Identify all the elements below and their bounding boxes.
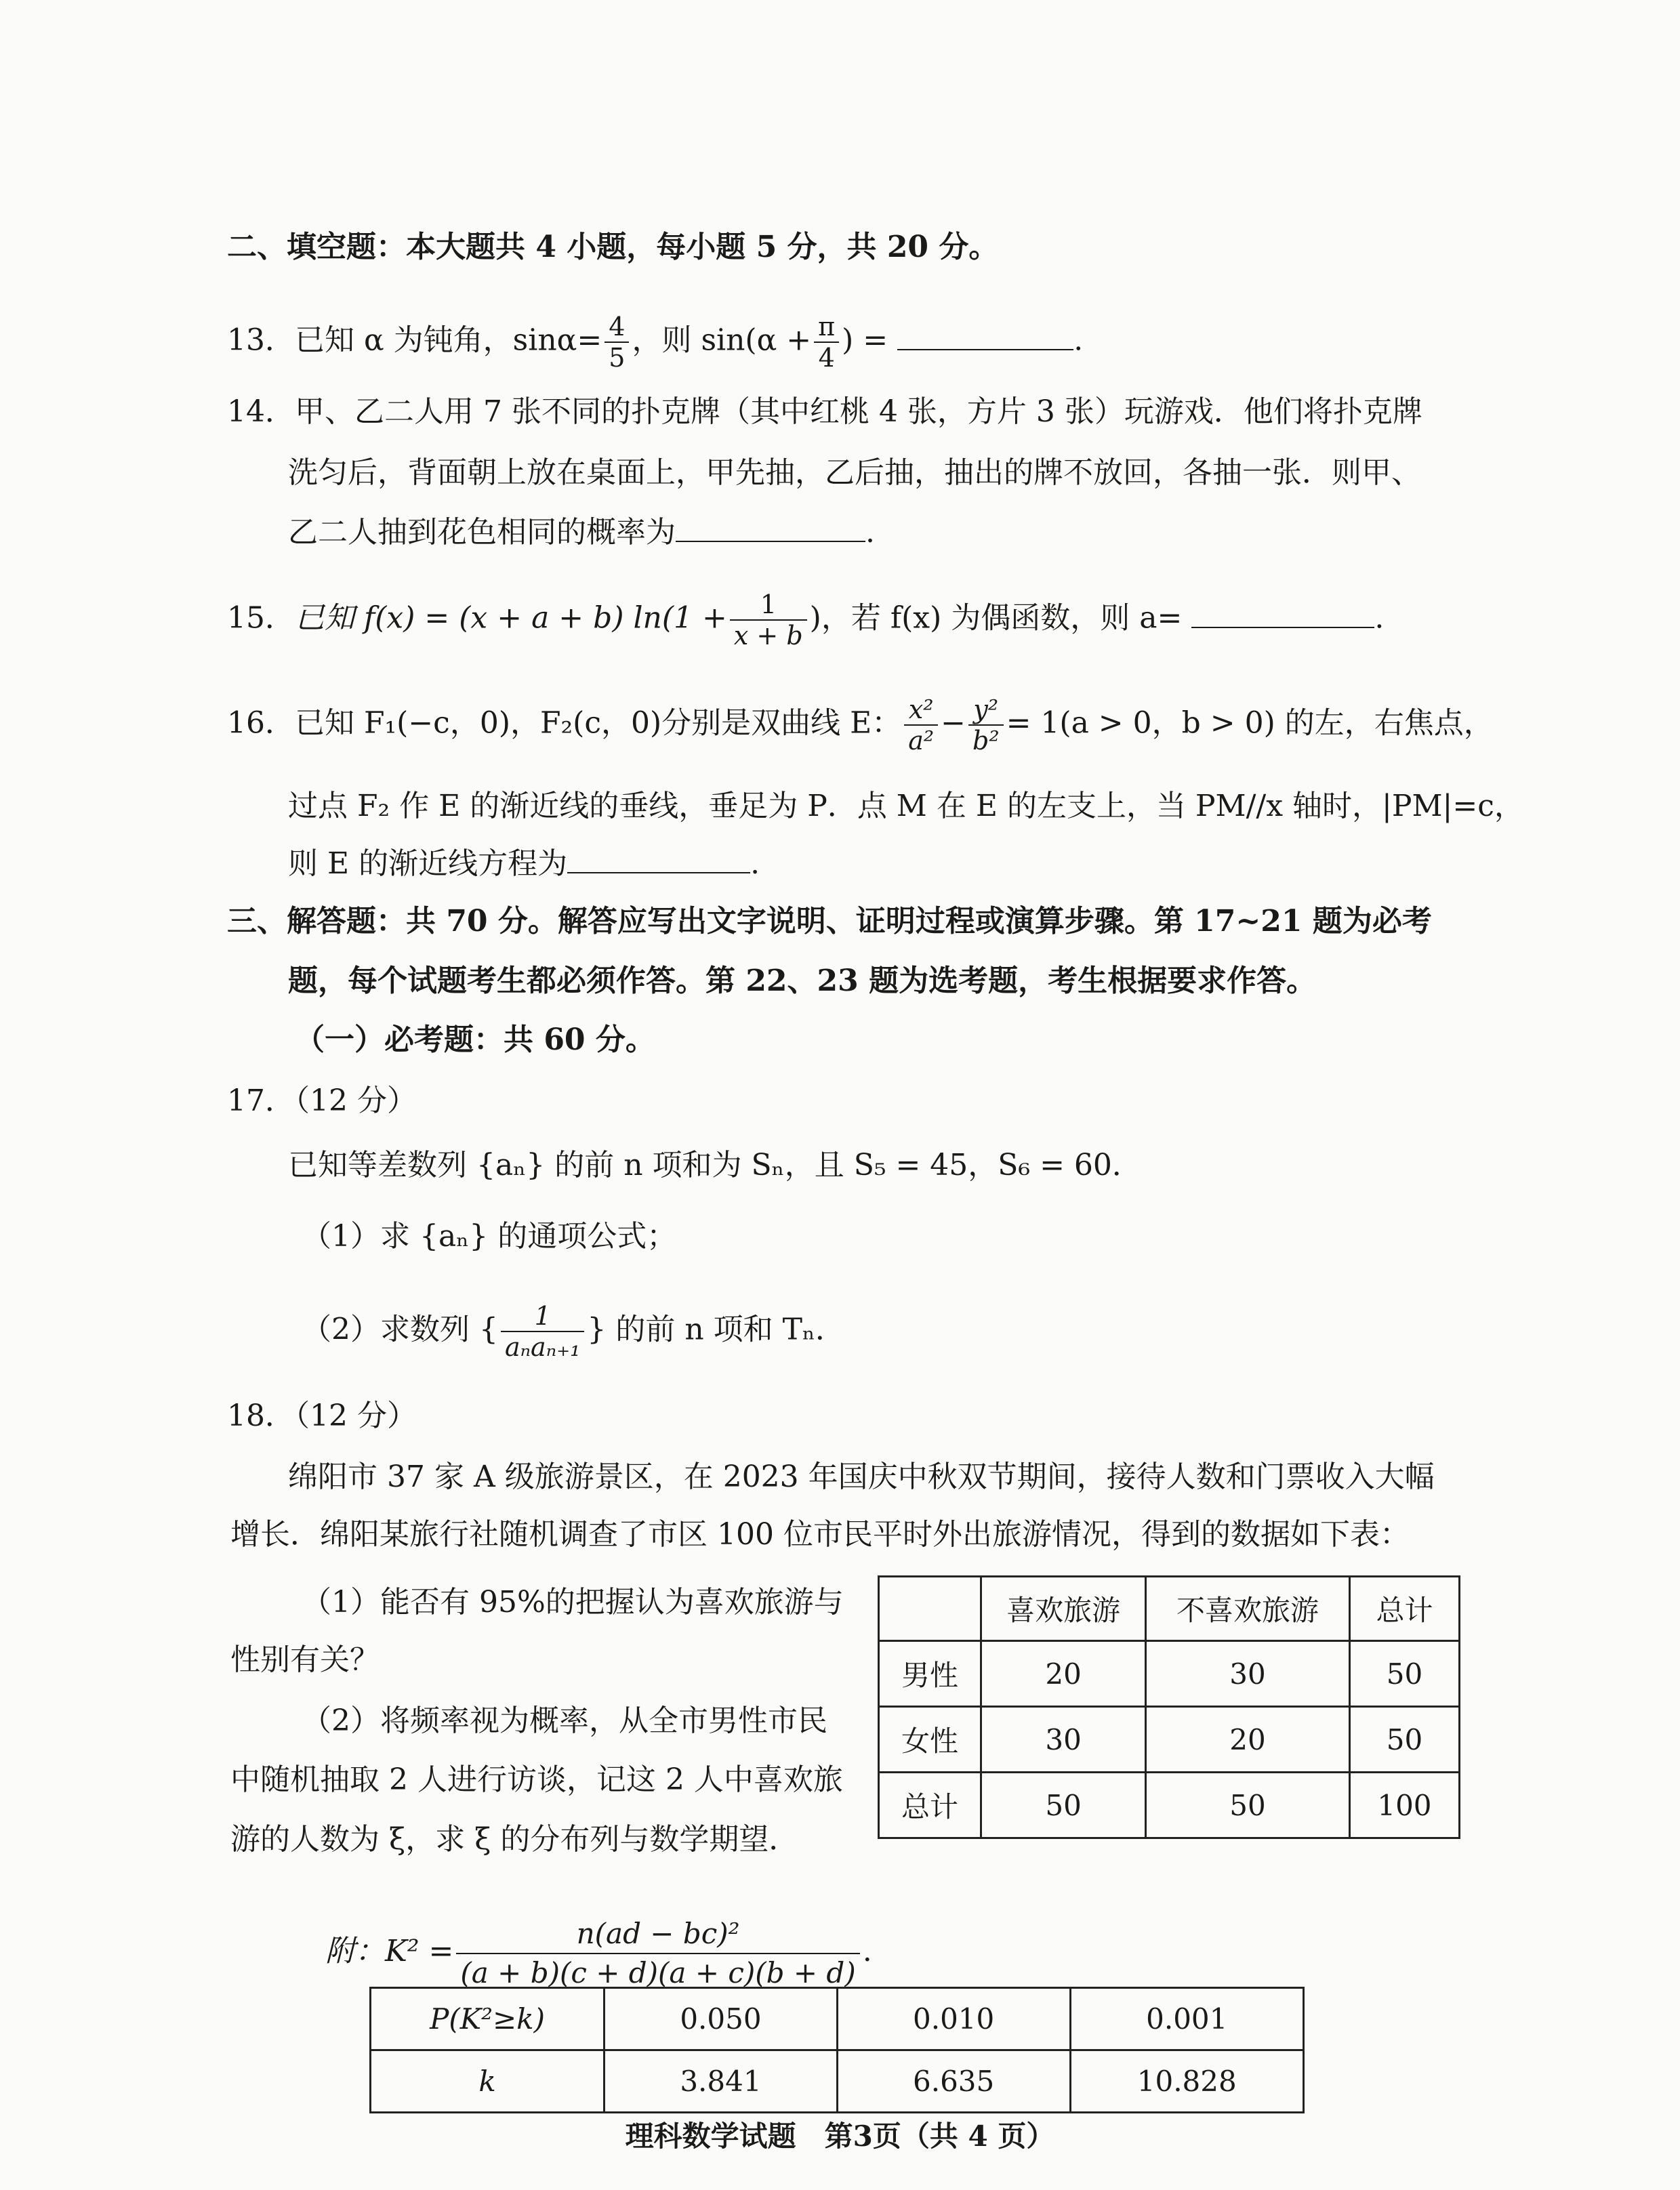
k-squared-formula bbox=[325, 1911, 872, 1992]
q13-frac2-den: 4 bbox=[818, 343, 835, 373]
k-table-cell: 0.050 bbox=[605, 1988, 838, 2050]
question-14-line-3 bbox=[288, 512, 875, 553]
formula-den: (a + b)(c + d)(a + c)(b + d) bbox=[460, 1956, 856, 1989]
q14-answer-blank bbox=[676, 514, 865, 542]
survey-row-label: 总计 bbox=[879, 1773, 981, 1838]
q18-part-2b: 中随机抽取 2 人进行访谈，记这 2 人中喜欢旅 bbox=[230, 1762, 843, 1797]
q14-number: 14． bbox=[227, 394, 295, 429]
question-16-line-2: 过点 F₂ 作 E 的渐近线的垂线，垂足为 P．点 M 在 E 的左支上，当 PM//x 轴时，|PM|=c， bbox=[288, 789, 1524, 823]
q18-part-1a: （1）能否有 95%的把握认为喜欢旅游与 bbox=[302, 1585, 844, 1619]
q16-text-3: 则 E 的渐近线方程为 bbox=[288, 846, 568, 881]
q18-statement-1: 绵阳市 37 家 A 级旅游景区，在 2023 年国庆中秋双节期间，接待人数和门票收入大幅 bbox=[288, 1460, 1435, 1494]
q14-end: . bbox=[865, 515, 875, 550]
q18-part-2c: 游的人数为 ξ，求 ξ 的分布列与数学期望． bbox=[230, 1822, 799, 1857]
survey-table bbox=[878, 1575, 1460, 1839]
required-subsection-title: （一）必考题：共 60 分。 bbox=[295, 1022, 655, 1057]
survey-cell: 50 bbox=[1146, 1773, 1350, 1838]
q13-fraction-1 bbox=[605, 312, 629, 373]
q13-mid: ，则 sin(α + bbox=[632, 323, 812, 358]
q16-f1-den: a² bbox=[908, 726, 935, 756]
question-16-line-3 bbox=[288, 844, 760, 884]
question-15 bbox=[227, 590, 1384, 650]
survey-cell: 20 bbox=[1146, 1707, 1350, 1773]
survey-header-corner bbox=[879, 1577, 981, 1641]
formula-label: 附：K² = bbox=[325, 1934, 454, 1968]
q16-pre: 已知 F₁(−c，0)，F₂(c，0)分别是双曲线 E： bbox=[295, 705, 902, 741]
q13-number: 13． bbox=[227, 323, 295, 358]
k-table-cell: 3.841 bbox=[605, 2050, 838, 2113]
q16-end: . bbox=[750, 846, 760, 881]
q15-pre: 已知 f(x) = (x + a + b) ln(1 + bbox=[295, 600, 727, 636]
q13-frac1-num: 4 bbox=[605, 312, 629, 343]
survey-table-header-row bbox=[879, 1577, 1460, 1641]
q16-fraction-y bbox=[968, 695, 1004, 756]
q16-number: 16． bbox=[227, 705, 295, 741]
survey-header-total: 总计 bbox=[1349, 1577, 1459, 1641]
q13-fraction-2 bbox=[814, 312, 839, 373]
q17-fraction bbox=[501, 1301, 584, 1362]
k-table-label: k bbox=[371, 2050, 605, 2113]
q17-heading: 17．（12 分） bbox=[227, 1083, 417, 1118]
survey-row-label: 女性 bbox=[879, 1707, 981, 1773]
q16-post: = 1(a > 0，b > 0) 的左，右焦点， bbox=[1006, 705, 1494, 741]
survey-header-dislike: 不喜欢旅游 bbox=[1146, 1577, 1350, 1641]
table-row bbox=[879, 1707, 1460, 1773]
formula-num: n(ad − bc)² bbox=[456, 1915, 859, 1954]
q16-f1-num: x² bbox=[904, 695, 938, 726]
critical-value-table bbox=[369, 1987, 1305, 2113]
k-table-cell: 10.828 bbox=[1070, 2050, 1304, 2113]
q13-answer-blank bbox=[897, 322, 1073, 350]
table-row bbox=[879, 1773, 1460, 1838]
survey-cell: 30 bbox=[1146, 1641, 1350, 1707]
formula-end: . bbox=[862, 1934, 872, 1968]
q17-part-1: （1）求 {aₙ} 的通项公式； bbox=[302, 1219, 677, 1254]
q18-part-2a: （2）将频率视为概率，从全市男性市民 bbox=[302, 1703, 827, 1738]
q13-post: ) = bbox=[842, 323, 888, 358]
q14-text-3: 乙二人抽到花色相同的概率为 bbox=[288, 515, 676, 550]
question-16-line-1 bbox=[227, 695, 1494, 756]
q16-f2-num: y² bbox=[968, 695, 1004, 726]
q15-end: . bbox=[1374, 600, 1385, 636]
survey-cell: 50 bbox=[981, 1773, 1146, 1838]
question-14-line-2: 洗匀后，背面朝上放在桌面上，甲先抽，乙后抽，抽出的牌不放回，各抽一张．则甲、 bbox=[288, 455, 1421, 490]
q13-end: . bbox=[1073, 323, 1084, 358]
q13-frac2-num: π bbox=[814, 312, 839, 343]
q17-part-2 bbox=[302, 1301, 845, 1362]
q18-heading: 18．（12 分） bbox=[227, 1399, 417, 1433]
q15-frac-den: x + b bbox=[733, 621, 803, 650]
q16-minus: − bbox=[941, 705, 966, 741]
question-14-line-1 bbox=[227, 392, 1422, 432]
survey-row-label: 男性 bbox=[879, 1641, 981, 1707]
survey-cell: 20 bbox=[981, 1641, 1146, 1707]
q15-post: )，若 f(x) 为偶函数，则 a= bbox=[809, 600, 1183, 636]
q16-answer-blank bbox=[567, 845, 750, 873]
table-row bbox=[371, 1988, 1304, 2050]
q15-answer-blank bbox=[1191, 600, 1374, 628]
q17-frac-num: 1 bbox=[501, 1301, 584, 1332]
survey-cell: 100 bbox=[1349, 1773, 1459, 1838]
k-table-label: P(K²≥k) bbox=[371, 1988, 605, 2050]
q14-text-1: 甲、乙二人用 7 张不同的扑克牌（其中红桃 4 张，方片 3 张）玩游戏．他们将扑克牌 bbox=[295, 394, 1422, 429]
fill-section-title: 二、填空题：本大题共 4 小题，每小题 5 分，共 20 分。 bbox=[227, 230, 999, 264]
q17-frac-den: aₙaₙ₊₁ bbox=[504, 1332, 581, 1362]
k-table-cell: 0.010 bbox=[837, 1988, 1070, 2050]
q13-frac1-den: 5 bbox=[609, 343, 626, 373]
q17-statement: 已知等差数列 {aₙ} 的前 n 项和为 Sₙ，且 S₅ = 45，S₆ = 60． bbox=[288, 1148, 1142, 1182]
page-footer: 理科数学试题 第3页（共 4 页） bbox=[625, 2120, 1055, 2153]
q15-number: 15． bbox=[227, 600, 295, 636]
formula-fraction bbox=[456, 1915, 859, 1992]
q16-f2-den: b² bbox=[972, 726, 1000, 756]
q16-fraction-x bbox=[904, 695, 938, 756]
q17-p2-post: } 的前 n 项和 Tₙ． bbox=[587, 1312, 846, 1347]
q18-statement-2: 增长．绵阳某旅行社随机调查了市区 100 位市民平时外出旅游情况，得到的数据如下表： bbox=[230, 1517, 1410, 1552]
q18-part-1b: 性别有关？ bbox=[230, 1642, 380, 1677]
survey-cell: 30 bbox=[981, 1707, 1146, 1773]
survey-cell: 50 bbox=[1349, 1641, 1459, 1707]
survey-header-like: 喜欢旅游 bbox=[981, 1577, 1146, 1641]
k-table-cell: 0.001 bbox=[1070, 1988, 1304, 2050]
solve-section-title-1: 三、解答题：共 70 分。解答应写出文字说明、证明过程或演算步骤。第 17~21 题为必考 bbox=[227, 904, 1432, 938]
solve-section-title-2: 题，每个试题考生都必须作答。第 22、23 题为选考题，考生根据要求作答。 bbox=[288, 964, 1317, 998]
q17-p2-pre: （2）求数列 { bbox=[302, 1312, 498, 1347]
q15-frac-num: 1 bbox=[730, 590, 807, 621]
table-row bbox=[371, 2050, 1304, 2113]
table-row bbox=[879, 1641, 1460, 1707]
q13-pre: 已知 α 为钝角，sinα= bbox=[295, 323, 602, 358]
survey-cell: 50 bbox=[1349, 1707, 1459, 1773]
q15-fraction bbox=[730, 590, 807, 650]
question-13 bbox=[227, 312, 1083, 373]
k-table-cell: 6.635 bbox=[837, 2050, 1070, 2113]
